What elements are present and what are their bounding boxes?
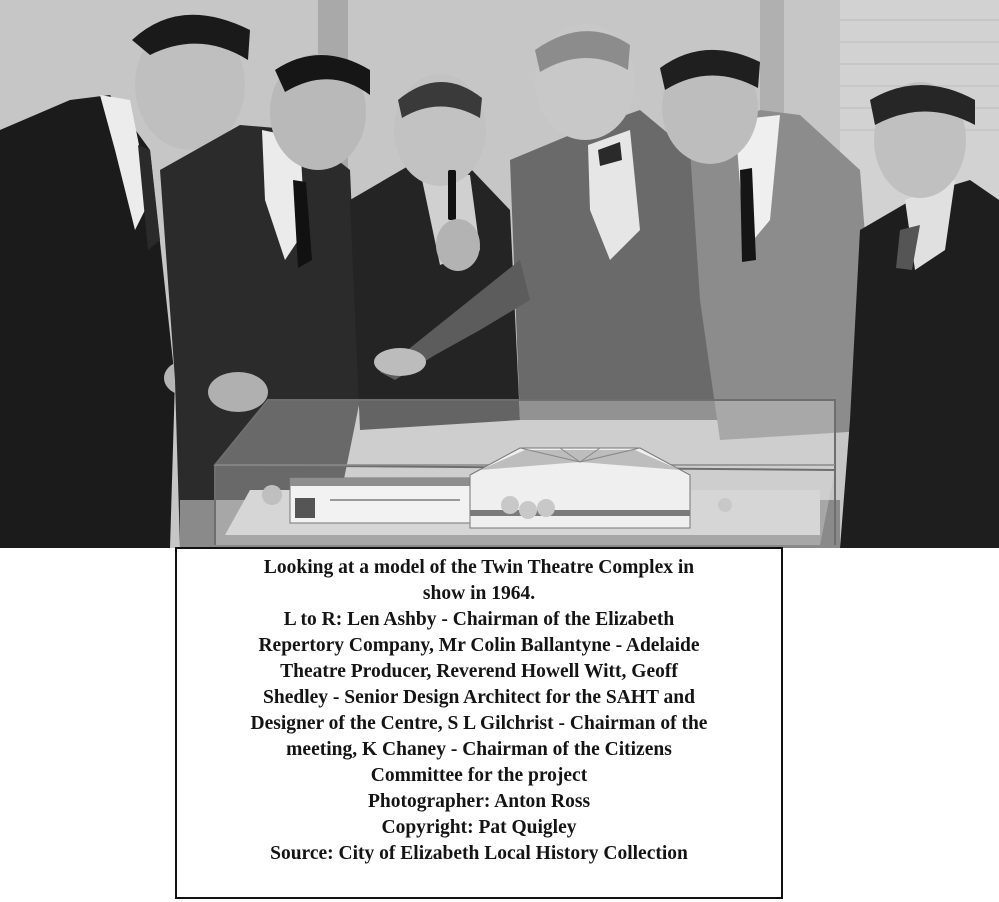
caption-line-9: Committee for the project [370, 765, 588, 786]
caption-source: Source: City of Elizabeth Local History Collection [270, 843, 688, 864]
caption-line-2: show in 1964. [422, 583, 536, 604]
caption-line-3: L to R: Len Ashby - Chairman of the Elizabeth [283, 609, 675, 630]
caption-line-4: Repertory Company, Mr Colin Ballantyne - Adelaide [258, 635, 700, 656]
caption-line-5: Theatre Producer, Reverend Howell Witt, Geoff [280, 661, 678, 682]
caption-line-1: Looking at a model of the Twin Theatre Complex in [263, 557, 695, 578]
caption-line-7: Designer of the Centre, S L Gilchrist - Chairman of the [250, 713, 708, 734]
caption-photographer: Photographer: Anton Ross [367, 791, 591, 812]
caption-card [175, 547, 783, 899]
caption-line-6: Shedley - Senior Design Architect for the SAHT and [263, 687, 695, 708]
caption-line-8: meeting, K Chaney - Chairman of the Citizens [286, 739, 672, 760]
theatre-model-display [180, 400, 840, 548]
caption-copyright: Copyright: Pat Quigley [381, 817, 577, 838]
